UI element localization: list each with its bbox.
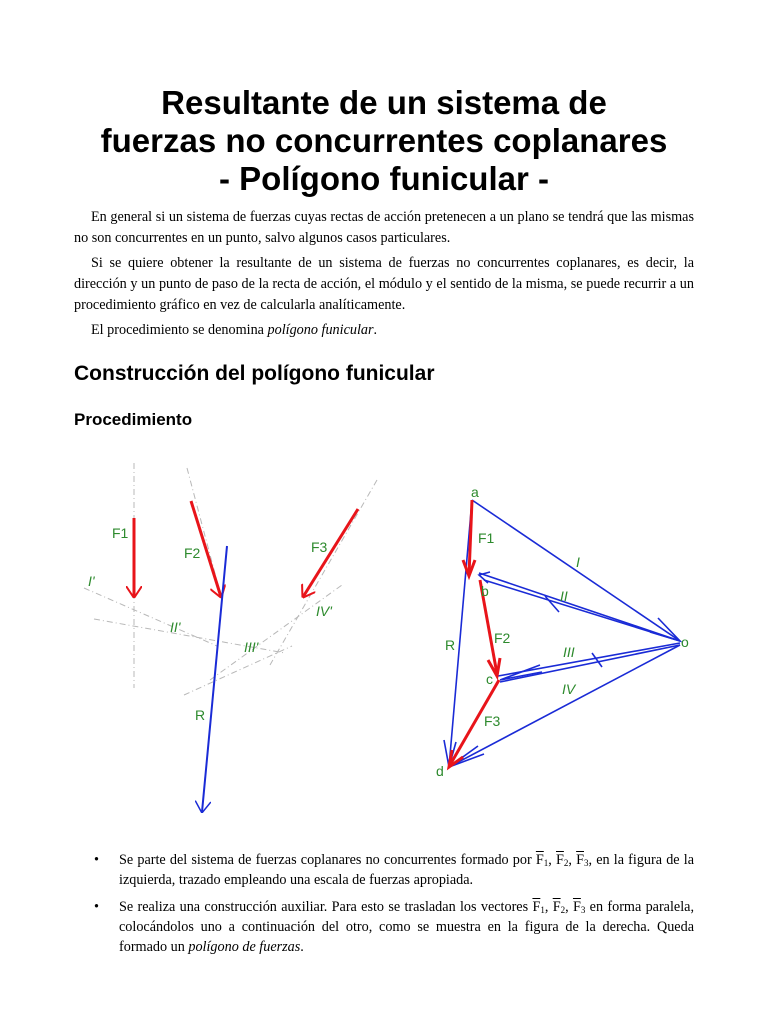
subscript-1: 1 [543,858,549,868]
intro-p3-suffix: . [373,322,378,338]
vector-f1: $\overline{F}$ [532,899,541,915]
subscript-2: 2 [563,858,569,868]
step-1-prefix: Se parte del sistema de fuerzas coplanares no concurrentes formado por [119,852,536,868]
step-2-suffix: . [300,939,304,955]
label-f1: F1 [112,525,129,541]
label-f3: F3 [311,539,328,555]
resultant-r-line [449,500,472,767]
intro-paragraph-2: Si se quiere obtener la resultante de un sistema de fuerzas no concurrentes coplanares, es decir, la dirección y un punto de paso de la recta de acción, el módulo y el sentido de la misma, se puede recurrir a un procedimiento gráfico en vez de calcularla analíticamente. [74,255,694,313]
step-2-middle: en forma paralela, colocándolos uno a continuación del otro, como se muestra en la figura de la derecha. Queda formado un [119,899,695,955]
title-line-2: fuerzas no concurrentes coplanares [100,122,668,159]
procedure-steps [90,850,694,964]
vector-f2: $\overline{F}$ [552,899,561,915]
label-polygon-f1: F1 [478,530,495,546]
label-point-b: b [481,583,489,599]
label-line-2: II' [170,619,181,635]
subsection-heading: Procedimiento [74,410,193,429]
step-2-prefix: Se realiza una construcción auxiliar. Para esto se trasladan los vectores [119,899,533,915]
force-polygon-f1 [469,500,472,575]
label-line-4: IV' [316,603,332,619]
label-resultant: R [195,707,206,723]
list-item: • Se realiza una construcción auxiliar. Para esto se trasladan los vectores $\overline{F}_1$, $\overline{F}_2$, $\overline{F}_3$ en forma paralela, colocándolos uno a continuación del otro, como se muestra en la figura de la derecha. Queda formado un polígono de fuerzas. [94,899,695,955]
bullet-marker: • [94,899,99,915]
ray-i [472,500,680,641]
label-line-1: I' [88,573,95,589]
step-2-emphasis: polígono de fuerzas [188,939,301,955]
vector-f1: $\overline{F}$ [535,852,544,868]
label-line-3: III' [244,639,259,655]
vector-f3: $\overline{F}$ [572,899,581,915]
label-f2: F2 [184,545,201,561]
list-item: • Se parte del sistema de fuerzas coplanares no concurrentes formado por $\overline{F}_1$, $\overline{F}_2$, $\overline{F}_3$, en la figura de la izquierda, trazado empleando una escala de fuerzas apropiada. [94,852,695,888]
step-1-suffix: , en la figura de la izquierda, trazado empleando una escala de fuerzas apropiada. [119,852,695,888]
label-polygon-f2: F2 [494,630,511,646]
subscript-3: 3 [584,858,589,868]
label-ray-i: I [576,554,580,570]
label-ray-iv: IV [562,681,576,697]
label-ray-iii: III [563,644,575,660]
intro-p3-emphasis: polígono funicular [267,322,374,338]
intro-p3-prefix: El procedimiento se denomina [91,322,268,338]
vector-f3: $\overline{F}$ [576,852,584,868]
section-heading: Construcción del polígono funicular [74,362,435,385]
ray-iii-double [500,645,680,682]
label-ray-ii: II [560,588,568,604]
vector-f2: $\overline{F}$ [556,852,564,868]
subscript-2: 2 [560,905,566,915]
label-polygon-f3: F3 [484,713,501,729]
label-point-a: a [471,484,479,500]
tick-mark-iii [592,653,602,667]
label-point-d: d [436,763,444,779]
intro-paragraph-1: En general si un sistema de fuerzas cuyas rectas de acción pretenecen a un plano se tendrá que las mismas no son concurrentes en un punto, salvo algunos casos particulares. [74,209,694,246]
bullet-marker: • [94,852,99,868]
title-line-3: - Polígono funicular - [219,160,549,197]
label-polygon-r: R [445,637,456,653]
label-pole-o: o [681,634,689,650]
title-line-1: Resultante de un sistema de [161,84,607,121]
subscript-3: 3 [580,905,586,915]
label-point-c: c [486,671,493,687]
subscript-1: 1 [540,905,545,915]
